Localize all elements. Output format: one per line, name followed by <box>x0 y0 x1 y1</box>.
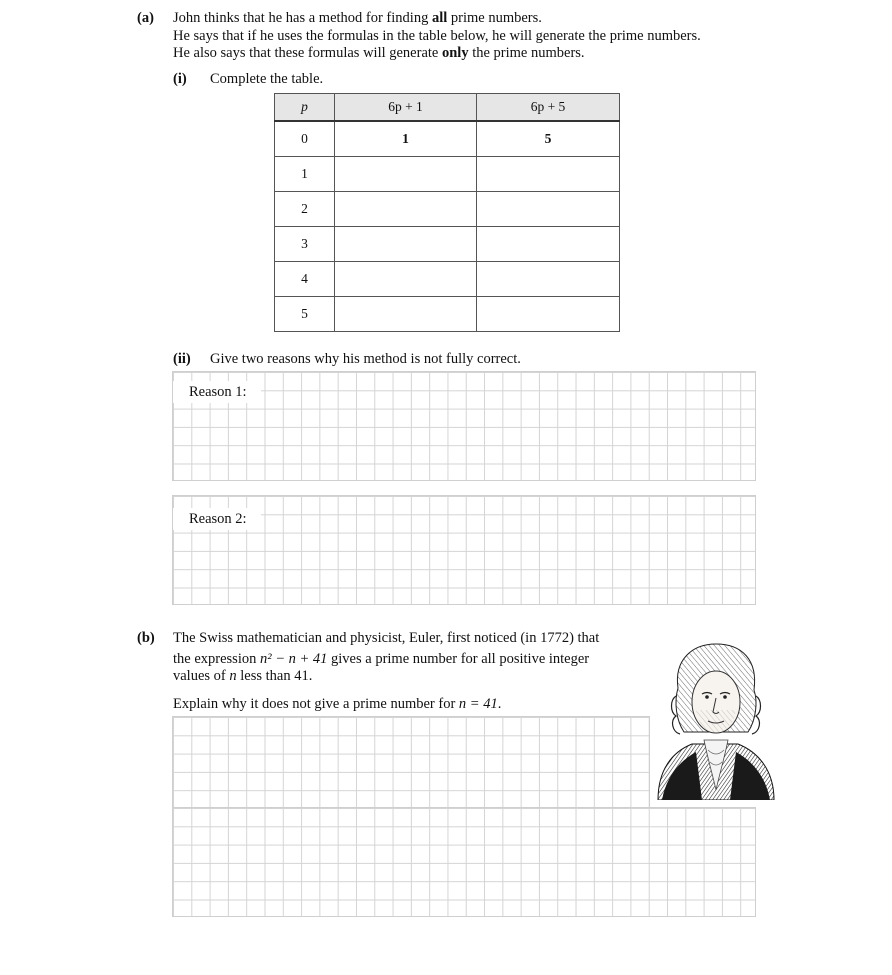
reason-2-label: Reason 2: <box>173 508 261 530</box>
part-b-label: (b) <box>137 630 155 646</box>
table-header-cell: 6p + 1 <box>335 94 477 122</box>
table-cell-p: 5 <box>275 297 335 332</box>
sub-ii-label: (ii) <box>173 351 191 367</box>
table-row <box>275 121 620 157</box>
sub-i-label: (i) <box>173 71 187 87</box>
table-header-row <box>275 94 620 122</box>
table-cell-p: 0 <box>275 121 335 157</box>
table-cell-6p-plus-1[interactable] <box>335 297 477 332</box>
part-a-line-1: John thinks that he has a method for finding all prime numbers. <box>173 10 542 26</box>
table-header-cell: 6p + 5 <box>477 94 620 122</box>
table-cell-6p-plus-1[interactable] <box>335 157 477 192</box>
sub-i-text: Complete the table. <box>210 71 324 87</box>
table-header-cell: p <box>275 94 335 122</box>
euler-portrait <box>652 640 778 800</box>
part-a-line-2: He says that if he uses the formulas in the table below, he will generate the prime numbers. <box>173 28 701 44</box>
table-cell-6p-plus-5[interactable] <box>477 192 620 227</box>
table-row <box>275 227 620 262</box>
table-cell-p: 2 <box>275 192 335 227</box>
part-b-line-1: The Swiss mathematician and physicist, Euler, first noticed (in 1772) that <box>173 630 600 646</box>
part-b-answer-grid-lower[interactable] <box>172 807 756 917</box>
table-cell-6p-plus-5: 5 <box>477 121 620 157</box>
table-row <box>275 297 620 332</box>
part-b-question: Explain why it does not give a prime number for n = 41. <box>173 696 502 712</box>
reason-1-label: Reason 1: <box>173 381 261 403</box>
sub-ii-text: Give two reasons why his method is not fully correct. <box>210 351 521 367</box>
table-row <box>275 262 620 297</box>
table-cell-p: 1 <box>275 157 335 192</box>
part-a-line-3: He also says that these formulas will generate only the prime numbers. <box>173 45 585 61</box>
table-cell-6p-plus-5[interactable] <box>477 227 620 262</box>
p-formula-table <box>274 93 620 332</box>
table-cell-p: 3 <box>275 227 335 262</box>
part-b-line-2: the expression n² − n + 41 gives a prime number for all positive integer <box>173 651 590 667</box>
table-cell-6p-plus-1[interactable] <box>335 262 477 297</box>
part-a-label: (a) <box>137 10 154 26</box>
part-b-line-3: values of n less than 41. <box>173 668 313 684</box>
table-cell-p: 4 <box>275 262 335 297</box>
table-cell-6p-plus-5[interactable] <box>477 297 620 332</box>
euler-expression: n² − n + 41 <box>259 651 328 667</box>
table-cell-6p-plus-1: 1 <box>335 121 477 157</box>
table-cell-6p-plus-1[interactable] <box>335 192 477 227</box>
table-row <box>275 192 620 227</box>
table-cell-6p-plus-1[interactable] <box>335 227 477 262</box>
table-row <box>275 157 620 192</box>
table-cell-6p-plus-5[interactable] <box>477 262 620 297</box>
part-b-answer-grid-upper[interactable] <box>172 716 650 808</box>
table-cell-6p-plus-5[interactable] <box>477 157 620 192</box>
